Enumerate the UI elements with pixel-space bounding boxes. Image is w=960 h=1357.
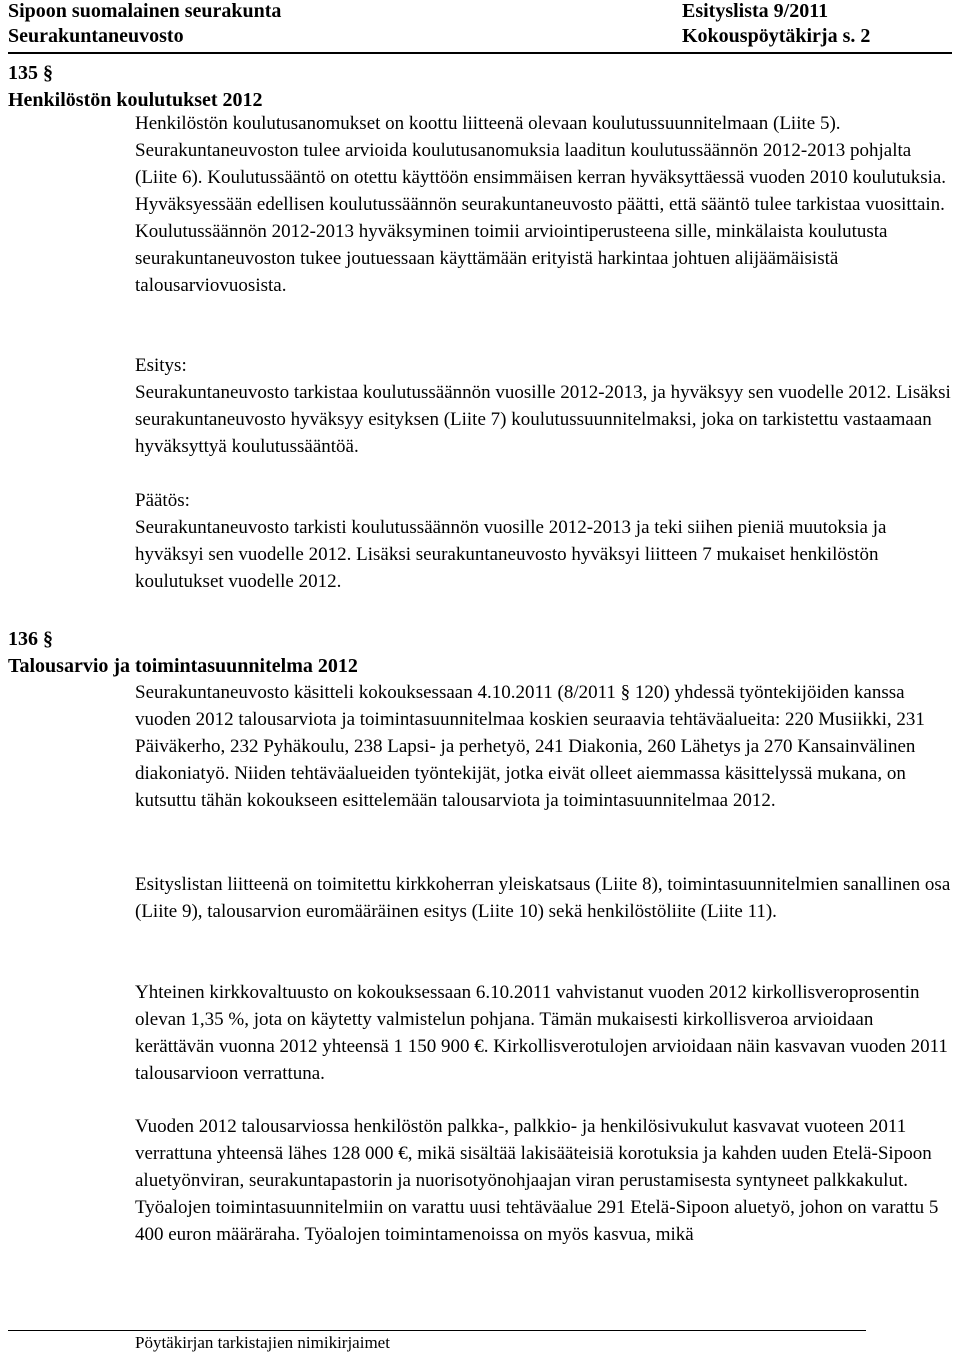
body-name: Seurakuntaneuvosto: [8, 25, 184, 47]
paatos-block: [135, 487, 957, 595]
footer-divider: [8, 1330, 866, 1331]
signature-line-label: Pöytäkirjan tarkistajien nimikirjaimet: [135, 1333, 390, 1352]
header-row-1: [8, 0, 952, 23]
agenda-number: Esityslista 9/2011: [682, 0, 829, 22]
section-136-paragraph-4: [135, 1113, 957, 1248]
paatos-label: Päätös:: [135, 490, 190, 511]
section-136-paragraph-2: [135, 871, 957, 925]
paragraph-text: Vuoden 2012 talousarviossa henkilöstön palkka-, palkkio- ja henkilösivukulut kasvavat vuoteen 2011 verrattuna yhteensä lähes 128 000 €, mikä sisältää lakisääteisiä korotuksia ja kahden uuden Etelä-Sipoon aluetyönviran, seurakuntapastorin ja nuorisotyönohjaajan viran perustamisesta syntyneet palkkakulut. Työalojen toimintasuunnitelmiin on varattu uusi tehtäväalue 291 Etelä-Sipoon aluetyö, johon on varattu 5 400 euron määräraha. Työalojen toimintamenoissa on myös kasvua, mikä: [135, 1116, 939, 1245]
header-row-2: [8, 24, 952, 48]
section-135-text: [135, 110, 957, 299]
esitys-block: [135, 352, 957, 460]
section-136-title: Talousarvio ja toimintasuunnitelma 2012: [8, 655, 358, 677]
section-135-paragraph: Henkilöstön koulutusanomukset on koottu liitteenä olevaan koulutussuunnitelmaan (Liite 5). Seurakuntaneuvoston tulee arvioida koulutusanomuksia laaditun koulutussäännön 2012-2013 pohjalta (Liite 6). Koulutussääntö on otettu käyttöön ensimmäisen kerran hyväksyttäessä vuoden 2010 koulutuksia. Hyväksyessään edellisen koulutussäännön seurakuntaneuvosto päätti, että sääntö tulee tarkistaa vuosittain. Koulutussäännön 2012-2013 hyväksyminen toimii arviointiperusteena sille, minkälaista koulutusta seurakuntaneuvoston tukee joutuessaan käyttämään erityistä harkintaa johtuen alijäämäisistä talousarviovuosista.: [135, 113, 947, 296]
paatos-text: Seurakuntaneuvosto tarkisti koulutussäännön vuosille 2012-2013 ja teki siihen pieniä muutoksia ja hyväksyi sen vuodelle 2012. Lisäksi seurakuntaneuvosto hyväksyi liitteen 7 mukaiset henkilöstön koulutukset vuodelle 2012.: [135, 517, 887, 592]
section-136-paragraph-1: [135, 679, 957, 814]
organization-name: Sipoon suomalainen seurakunta: [8, 0, 282, 22]
section-136-number: 136 §: [8, 628, 53, 650]
paragraph-text: Yhteinen kirkkovaltuusto on kokouksessaan 6.10.2011 vahvistanut vuoden 2012 kirkollisveroprosentin olevan 1,35 %, jota on käytetty valmistelun pohjana. Tämän mukaisesti kirkollisveroa arvioidaan kerättävän vuonna 2012 yhteensä 1 150 900 €. Kirkollisverotulojen arvioidaan näin kasvavan vuoden 2011 talousarvioon verrattuna.: [135, 982, 948, 1084]
section-135-number: 135 §: [8, 62, 53, 84]
section-136-paragraph-3: [135, 979, 957, 1087]
section-135-title: Henkilöstön koulutukset 2012: [8, 89, 263, 111]
paragraph-text: Esityslistan liitteenä on toimitettu kirkkoherran yleiskatsaus (Liite 8), toimintasuunnitelmien sanallinen osa (Liite 9), talousarvion euromääräinen esitys (Liite 10) sekä henkilöstöliite (Liite 11).: [135, 874, 951, 922]
paragraph-text: Seurakuntaneuvosto käsitteli kokouksessaan 4.10.2011 (8/2011 § 120) yhdessä työntekijöiden kanssa vuoden 2012 talousarviota ja toimintasuunnitelmaa koskien seuraavia tehtäväalueita: 220 Musiikki, 231 Päiväkerho, 232 Pyhäkoulu, 238 Lapsi- ja perhetyö, 241 Diakonia, 260 Lähetys ja 270 Kansainvälinen diakoniatyö. Niiden tehtäväalueiden työntekijät, jotka eivät olleet aiemmassa käsittelyssä mukana, on kutsuttu tähän kokoukseen esittelemään talousarviota ja toimintasuunnitelmaa 2012.: [135, 682, 925, 811]
header-divider: [8, 52, 952, 54]
esitys-text: Seurakuntaneuvosto tarkistaa koulutussäännön vuosille 2012-2013, ja hyväksyy sen vuodelle 2012. Lisäksi seurakuntaneuvosto hyväksyy esityksen (Liite 7) koulutussuunnitelmaksi, joka on tarkistettu vastaamaan hyväksyttyä koulutussääntöä.: [135, 382, 951, 457]
esitys-label: Esitys:: [135, 355, 187, 376]
minutes-page: Kokouspöytäkirja s. 2: [682, 25, 871, 47]
